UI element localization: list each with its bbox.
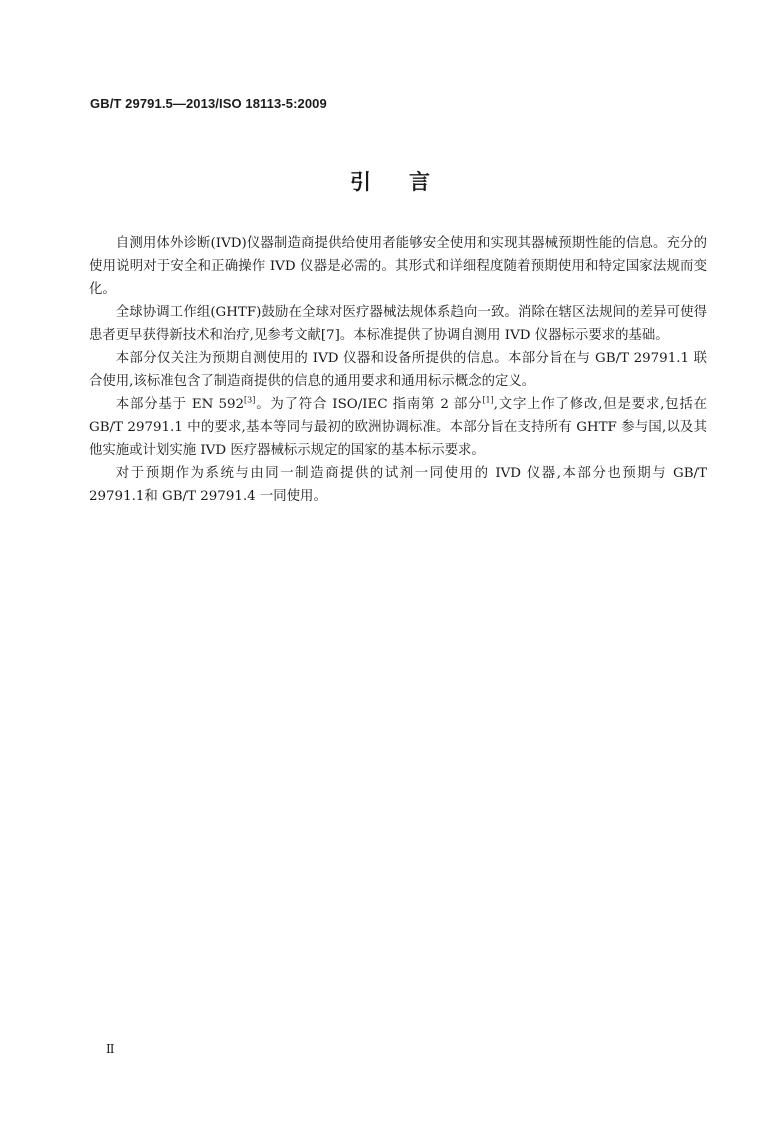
page-title: 引言 xyxy=(350,170,468,194)
paragraph-4-end: ,文字上作了修改,但是要求,包括在 GB/T 29791.1 中的要求,基本等同与最初的欧洲协调标准。本部分旨在支持所有 GHTF 参与国,以及其他实施或计划实施 IVD 医疗器械标示规定的国家的基本标示要求。 xyxy=(89,397,707,458)
paragraph-1: 自测用体外诊断(IVD)仪器制造商提供给使用者能够安全使用和实现其器械预期性能的信息。充分的使用说明对于安全和正确操作 IVD 仪器是必需的。其形式和详细程度随着预期使用和特定国家法规而变化。 xyxy=(89,236,707,297)
paragraph-2: 全球协调工作组(GHTF)鼓励在全球对医疗器械法规体系趋向一致。消除在辖区法规间的差异可使得患者更早获得新技术和治疗,见参考文献[7]。本标准提供了协调自测用 IVD 仪器标示要求的基础。 xyxy=(89,305,707,343)
standard-code-header: GB/T 29791.5—2013/ISO 18113-5:2009 xyxy=(90,96,327,111)
introduction-body xyxy=(89,232,707,508)
paragraph-4-start: 本部分基于 EN 592 xyxy=(115,397,245,412)
paragraph-4-middle: 。为了符合 ISO/IEC 指南第 2 部分 xyxy=(255,397,483,412)
page-number: II xyxy=(106,1042,114,1056)
citation-ref-1: [1] xyxy=(482,395,494,405)
citation-ref-3: [3] xyxy=(244,395,256,405)
paragraph-4 xyxy=(89,393,707,462)
paragraph-5: 对于预期作为系统与由同一制造商提供的试剂一同使用的 IVD 仪器,本部分也预期与 GB/T 29791.1和 GB/T 29791.4 一同使用。 xyxy=(89,466,707,504)
paragraph-3: 本部分仅关注为预期自测使用的 IVD 仪器和设备所提供的信息。本部分旨在与 GB/T 29791.1 联合使用,该标准包含了制造商提供的信息的通用要求和通用标示概念的定义。 xyxy=(89,351,707,389)
